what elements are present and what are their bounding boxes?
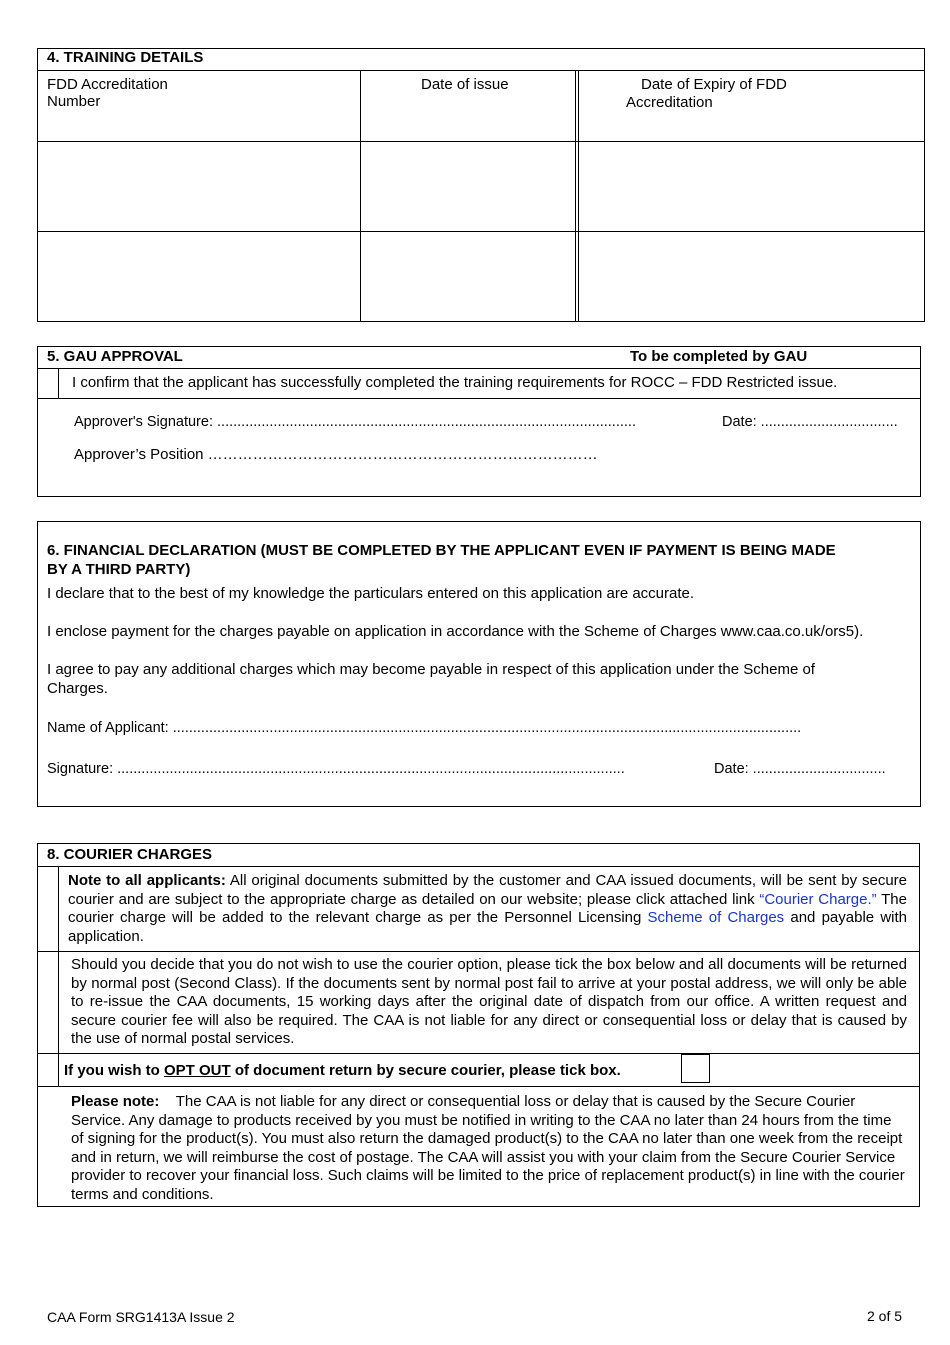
approver-date-field[interactable]: Date: .................................. (722, 414, 898, 430)
opt-out-instruction (64, 1062, 621, 1080)
please-note-text: The CAA is not liable for any direct or consequential loss or delay that is caused by the Secure Courier Service. Any damage to products received by you must be notified in writing to the CAA no later than 24 hours from the time of signing for the product(s). You must also return the damaged product(s) to the CAA no later than one week from the receipt and in return, we will reimburse the cost of postage. The CAA will assist you with your claim from the Secure Courier Service provider to recover your financial loss. Such claims will be limited to the price of replacement product(s) in line with the courier terms and conditions. (71, 1093, 909, 1203)
fdd-accreditation-header-2: Number (47, 93, 101, 110)
expiry-date-field-2[interactable] (580, 233, 923, 320)
note-text: All original documents submitted by the customer and CAA issued documents, will be sent by secure courier and are subject to the appropriate charge as detailed on our website; please click attached link (68, 872, 907, 908)
declaration-additional-charges-2: Charges. (47, 680, 108, 697)
expiry-date-header: Date of Expiry of FDD (641, 76, 787, 93)
date-of-issue-field-2[interactable] (362, 233, 574, 320)
training-row-divider (37, 141, 925, 142)
training-col-divider (360, 70, 361, 322)
opt-out-text: If you wish to (64, 1062, 164, 1079)
gau-confirm-left-border (58, 368, 59, 398)
date-of-issue-header: Date of issue (421, 76, 509, 93)
gau-confirmation-text: I confirm that the applicant has successfully completed the training requirements for ROCC – FDD Restricted issue. (72, 374, 838, 391)
courier-note-divider (37, 951, 920, 952)
date-of-issue-field-1[interactable] (362, 143, 574, 230)
please-note-label: Please note: (71, 1093, 160, 1110)
expiry-date-field-1[interactable] (580, 143, 923, 230)
note-text-3: and payable with application. (68, 909, 907, 945)
approver-signature-field[interactable]: Approver's Signature: ........................................................................................................ (74, 414, 636, 430)
courier-optout-divider (37, 1086, 920, 1087)
courier-optout-left-border (58, 1053, 59, 1086)
opt-out-checkbox[interactable] (681, 1054, 710, 1083)
fdd-number-field-1[interactable] (39, 143, 359, 230)
training-details-title: 4. TRAINING DETAILS (47, 49, 204, 66)
financial-declaration-title: 6. FINANCIAL DECLARATION (MUST BE COMPLETED BY THE APPLICANT EVEN IF PAYMENT IS BEING MADE (47, 542, 836, 559)
fdd-number-field-2[interactable] (39, 233, 359, 320)
opt-out-text-2: of document return by secure courier, please tick box. (230, 1062, 621, 1079)
gau-approval-title: 5. GAU APPROVAL (47, 348, 183, 365)
courier-charge-link[interactable]: “Courier Charge.” (759, 890, 877, 908)
declaration-additional-charges: I agree to pay any additional charges which may become payable in respect of this application under the Scheme of (47, 661, 815, 678)
courier-header-divider (37, 866, 920, 867)
financial-declaration-title-2: BY A THIRD PARTY) (47, 561, 191, 578)
training-row-divider (37, 231, 925, 232)
courier-decide-divider (37, 1053, 920, 1054)
training-header-divider (37, 70, 925, 71)
courier-inner-left-border (58, 866, 59, 1053)
courier-note-paragraph (68, 872, 907, 946)
gau-completion-note: To be completed by GAU (630, 348, 808, 365)
applicant-date-field[interactable]: Date: ................................. (714, 761, 886, 777)
gau-confirm-divider (37, 398, 921, 399)
please-note-paragraph (71, 1093, 907, 1204)
page-number: 2 of 5 (867, 1308, 903, 1324)
expiry-date-header-2: Accreditation (626, 94, 713, 111)
fdd-accreditation-header: FDD Accreditation (47, 76, 168, 93)
declaration-accuracy: I declare that to the best of my knowledge the particulars entered on this application are accurate. (47, 585, 695, 602)
scheme-of-charges-link[interactable]: Scheme of Charges (647, 909, 785, 926)
courier-optout-explanation: Should you decide that you do not wish to use the courier option, please tick the box below and all documents will be returned by normal post (Second Class). If the documents sent by normal post fail to arrive at your postal address, we will only be able to re-issue the CAA documents, 15 working days after the original date of dispatch from our office. A written request and secure courier fee will also be required. The CAA is not liable for any direct or consequential loss or delay that is caused by the use of normal postal services. (71, 956, 907, 1047)
note-text-2: The courier charge will be added to the relevant charge as per the Personnel Licensing (68, 890, 907, 926)
approver-position-field[interactable]: Approver’s Position …………………………………………………………………… (74, 446, 598, 463)
form-reference: CAA Form SRG1413A Issue 2 (47, 1309, 235, 1325)
training-col-divider (575, 70, 576, 322)
note-label: Note to all applicants: (68, 872, 226, 889)
opt-out-emphasis: OPT OUT (164, 1062, 231, 1079)
applicant-signature-field[interactable]: Signature: .............................................................................................................................. (47, 761, 625, 777)
training-col-divider (578, 70, 579, 322)
declaration-payment: I enclose payment for the charges payable on application in accordance with the Scheme of Charges www.caa.co.uk/ors5). (47, 623, 864, 640)
gau-header-divider (37, 368, 921, 369)
courier-charges-title: 8. COURIER CHARGES (47, 846, 213, 863)
applicant-name-field[interactable]: Name of Applicant: ............................................................................................................................................................ (47, 720, 802, 736)
